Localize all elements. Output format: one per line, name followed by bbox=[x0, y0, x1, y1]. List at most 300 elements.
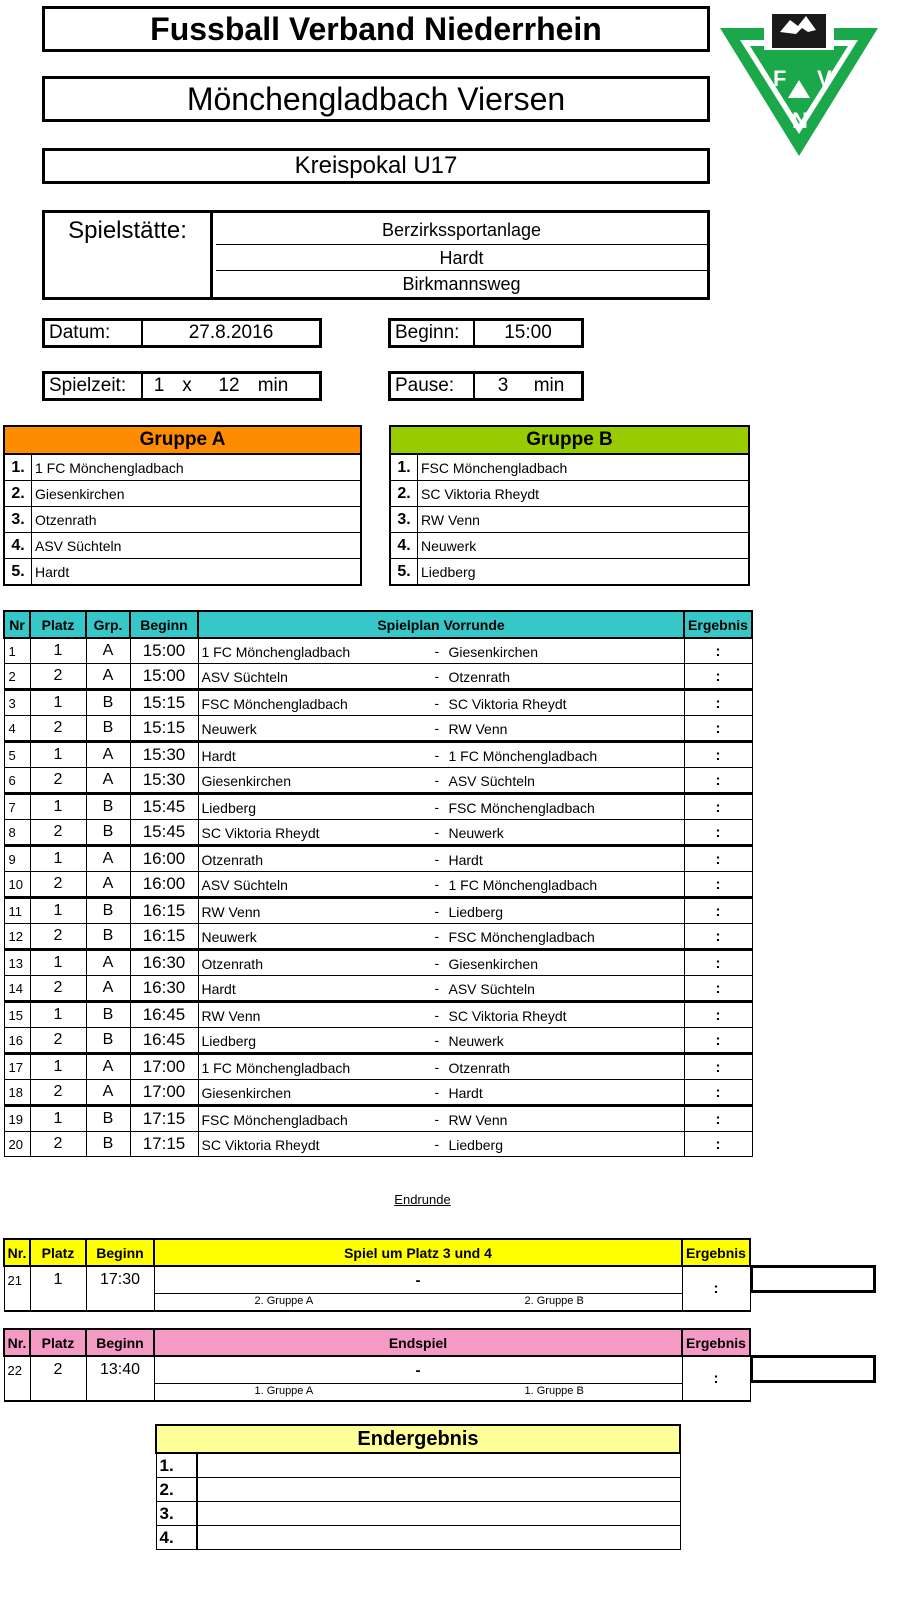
fvn-crest-icon bbox=[718, 6, 880, 158]
match-result: : bbox=[684, 1028, 752, 1054]
pause-label: Pause: bbox=[391, 374, 475, 398]
group-team-row bbox=[391, 481, 748, 507]
match-time: 17:15 bbox=[130, 1132, 198, 1157]
match-result: : bbox=[684, 950, 752, 976]
match-platz: 1 bbox=[30, 1054, 86, 1080]
match-pairing bbox=[198, 820, 684, 846]
venue-line-1: Berzirkssportanlage bbox=[216, 213, 707, 245]
match-group: A bbox=[86, 846, 130, 872]
group-team-rank: 5. bbox=[5, 559, 32, 584]
endspiel-col-platz: Platz bbox=[30, 1329, 86, 1356]
match-time: 16:30 bbox=[130, 950, 198, 976]
match-nr: 1 bbox=[4, 638, 30, 664]
group-team-name: FSC Mönchengladbach bbox=[421, 460, 568, 476]
group-team-rank: 4. bbox=[5, 533, 32, 558]
schedule-row bbox=[4, 1080, 752, 1106]
match-nr: 5 bbox=[4, 742, 30, 768]
match-dash: - bbox=[434, 980, 440, 996]
match-time: 16:30 bbox=[130, 976, 198, 1002]
match-time: 16:45 bbox=[130, 1028, 198, 1054]
final-time: 17:30 bbox=[86, 1266, 154, 1311]
match-time: 16:15 bbox=[130, 924, 198, 950]
match-dash: - bbox=[434, 1084, 440, 1100]
playtime-unit: min bbox=[257, 375, 289, 396]
endspiel-col-beginn: Beginn bbox=[86, 1329, 154, 1356]
group-team-name: SC Viktoria Rheydt bbox=[421, 486, 540, 502]
match-group: A bbox=[86, 976, 130, 1002]
endergebnis-place: 2. bbox=[156, 1478, 197, 1502]
match-result: : bbox=[684, 1080, 752, 1106]
match-pairing bbox=[198, 716, 684, 742]
match-away-team: Otzenrath bbox=[448, 669, 510, 685]
match-result: : bbox=[684, 976, 752, 1002]
match-dash: - bbox=[434, 1136, 440, 1152]
match-dash: - bbox=[434, 955, 440, 971]
group-team-row bbox=[391, 533, 748, 559]
col-ergebnis: Ergebnis bbox=[684, 611, 752, 638]
match-pairing bbox=[198, 898, 684, 924]
match-home-team: Giesenkirchen bbox=[201, 1085, 291, 1101]
final-col-platz: Platz bbox=[30, 1239, 86, 1266]
match-time: 16:00 bbox=[130, 846, 198, 872]
schedule-row bbox=[4, 872, 752, 898]
match-time: 17:00 bbox=[130, 1080, 198, 1106]
schedule-row bbox=[4, 1002, 752, 1028]
endspiel-result: : bbox=[682, 1356, 750, 1401]
group-team-rank: 1. bbox=[391, 455, 418, 480]
match-pairing bbox=[198, 1002, 684, 1028]
match-pairing bbox=[198, 768, 684, 794]
match-nr: 20 bbox=[4, 1132, 30, 1157]
match-home-team: 1 FC Mönchengladbach bbox=[201, 1060, 351, 1076]
match-dash: - bbox=[434, 1111, 440, 1127]
match-nr: 8 bbox=[4, 820, 30, 846]
match-platz: 2 bbox=[30, 820, 86, 846]
match-nr: 16 bbox=[4, 1028, 30, 1054]
match-away-team: SC Viktoria Rheydt bbox=[448, 1008, 567, 1024]
match-result: : bbox=[684, 898, 752, 924]
playtime-count: 1 bbox=[153, 375, 165, 396]
final-platz: 1 bbox=[30, 1266, 86, 1311]
schedule-row bbox=[4, 664, 752, 690]
group-team-rank: 2. bbox=[5, 481, 32, 506]
match-group: A bbox=[86, 1080, 130, 1106]
group-team-name: ASV Süchteln bbox=[35, 538, 122, 554]
final-home: 2. Gruppe A bbox=[254, 1295, 314, 1307]
match-platz: 1 bbox=[30, 794, 86, 820]
match-pairing bbox=[198, 924, 684, 950]
final-result: : bbox=[682, 1266, 750, 1311]
match-dash: - bbox=[434, 876, 440, 892]
match-pairing bbox=[198, 950, 684, 976]
logo-letter-n: N bbox=[792, 108, 808, 133]
match-dash: - bbox=[434, 1007, 440, 1023]
match-away-team: Hardt bbox=[448, 852, 483, 868]
group-a-table bbox=[3, 425, 362, 586]
match-pairing bbox=[198, 1054, 684, 1080]
group-team-name: Otzenrath bbox=[35, 512, 97, 528]
match-platz: 1 bbox=[30, 742, 86, 768]
endspiel-col-nr: Nr. bbox=[4, 1329, 30, 1356]
match-home-team: Neuwerk bbox=[201, 721, 257, 737]
match-dash: - bbox=[434, 851, 440, 867]
match-dash: - bbox=[434, 903, 440, 919]
match-group: B bbox=[86, 1106, 130, 1132]
group-team-row bbox=[5, 481, 360, 507]
group-team-rank: 3. bbox=[5, 507, 32, 532]
match-away-team: Otzenrath bbox=[448, 1060, 510, 1076]
match-dash: - bbox=[434, 1059, 440, 1075]
match-nr: 2 bbox=[4, 664, 30, 690]
logo-letter-v: V bbox=[817, 66, 832, 91]
final-table bbox=[3, 1328, 751, 1402]
group-team-name: 1 FC Mönchengladbach bbox=[35, 460, 184, 476]
match-group: A bbox=[86, 950, 130, 976]
playtime-minutes: 12 bbox=[218, 375, 240, 396]
match-nr: 10 bbox=[4, 872, 30, 898]
group-a-header: Gruppe A bbox=[5, 427, 360, 455]
match-time: 16:15 bbox=[130, 898, 198, 924]
match-pairing bbox=[198, 872, 684, 898]
match-platz: 2 bbox=[30, 924, 86, 950]
match-home-team: FSC Mönchengladbach bbox=[201, 696, 348, 712]
final-col-ergebnis: Ergebnis bbox=[682, 1239, 750, 1266]
match-away-team: SC Viktoria Rheydt bbox=[448, 696, 567, 712]
group-team-name: Neuwerk bbox=[421, 538, 477, 554]
endspiel-col-ergebnis: Ergebnis bbox=[682, 1329, 750, 1356]
match-away-team: Giesenkirchen bbox=[448, 644, 538, 660]
start-label: Beginn: bbox=[391, 321, 475, 345]
match-nr: 9 bbox=[4, 846, 30, 872]
endergebnis-place: 3. bbox=[156, 1502, 197, 1526]
match-time: 15:45 bbox=[130, 794, 198, 820]
match-pairing bbox=[198, 1028, 684, 1054]
match-pairing bbox=[198, 664, 684, 690]
endrunde-link[interactable]: Endrunde bbox=[394, 1192, 451, 1207]
date-box bbox=[42, 318, 322, 348]
match-home-team: RW Venn bbox=[201, 904, 261, 920]
match-platz: 1 bbox=[30, 898, 86, 924]
match-result: : bbox=[684, 872, 752, 898]
match-home-team: ASV Süchteln bbox=[201, 669, 288, 685]
match-home-team: Hardt bbox=[201, 748, 236, 764]
match-group: A bbox=[86, 768, 130, 794]
match-nr: 7 bbox=[4, 794, 30, 820]
pause-box bbox=[388, 371, 584, 401]
match-platz: 2 bbox=[30, 1028, 86, 1054]
endergebnis-table bbox=[155, 1424, 681, 1550]
match-dash: - bbox=[434, 772, 440, 788]
playtime-label: Spielzeit: bbox=[45, 374, 143, 398]
match-away-team: 1 FC Mönchengladbach bbox=[448, 748, 598, 764]
match-pairing bbox=[198, 742, 684, 768]
group-team-row bbox=[391, 455, 748, 481]
endspiel-home: 1. Gruppe A bbox=[254, 1385, 314, 1397]
match-group: A bbox=[86, 1054, 130, 1080]
col-beginn: Beginn bbox=[130, 611, 198, 638]
group-team-rank: 4. bbox=[391, 533, 418, 558]
match-nr: 3 bbox=[4, 690, 30, 716]
start-box bbox=[388, 318, 584, 348]
match-nr: 12 bbox=[4, 924, 30, 950]
playtime-box bbox=[42, 371, 322, 401]
group-team-row bbox=[5, 455, 360, 481]
match-result: : bbox=[684, 1002, 752, 1028]
match-group: B bbox=[86, 690, 130, 716]
group-team-row bbox=[391, 507, 748, 533]
venue-box bbox=[42, 210, 710, 300]
match-pairing bbox=[198, 846, 684, 872]
final-nr: 21 bbox=[4, 1266, 30, 1311]
col-spielplan: Spielplan Vorrunde bbox=[198, 611, 684, 638]
date-value: 27.8.2016 bbox=[188, 322, 274, 343]
match-group: B bbox=[86, 1132, 130, 1157]
match-home-team: SC Viktoria Rheydt bbox=[201, 1137, 320, 1153]
match-result: : bbox=[684, 1106, 752, 1132]
match-away-team: Neuwerk bbox=[448, 825, 504, 841]
match-platz: 2 bbox=[30, 664, 86, 690]
match-away-team: ASV Süchteln bbox=[448, 981, 535, 997]
group-team-row bbox=[5, 559, 360, 584]
match-nr: 17 bbox=[4, 1054, 30, 1080]
schedule-row bbox=[4, 976, 752, 1002]
match-group: A bbox=[86, 638, 130, 664]
match-platz: 2 bbox=[30, 1132, 86, 1157]
match-dash: - bbox=[434, 720, 440, 736]
match-time: 15:45 bbox=[130, 820, 198, 846]
endspiel-teams bbox=[154, 1384, 682, 1402]
endergebnis-title: Endergebnis bbox=[156, 1425, 680, 1453]
final-col-beginn: Beginn bbox=[86, 1239, 154, 1266]
group-team-name: Liedberg bbox=[421, 564, 476, 580]
match-dash: - bbox=[434, 1032, 440, 1048]
match-dash: - bbox=[434, 799, 440, 815]
match-time: 16:00 bbox=[130, 872, 198, 898]
endspiel-nr: 22 bbox=[4, 1356, 30, 1401]
match-time: 15:15 bbox=[130, 716, 198, 742]
match-home-team: RW Venn bbox=[201, 1008, 261, 1024]
schedule-row bbox=[4, 950, 752, 976]
match-result: : bbox=[684, 1132, 752, 1157]
match-home-team: Otzenrath bbox=[201, 852, 263, 868]
match-nr: 15 bbox=[4, 1002, 30, 1028]
match-platz: 1 bbox=[30, 1002, 86, 1028]
match-platz: 1 bbox=[30, 638, 86, 664]
schedule-row bbox=[4, 768, 752, 794]
pause-minutes: 3 bbox=[497, 375, 509, 396]
match-nr: 13 bbox=[4, 950, 30, 976]
venue-line-3: Birkmannsweg bbox=[402, 274, 521, 294]
group-team-row bbox=[5, 507, 360, 533]
match-result: : bbox=[684, 716, 752, 742]
match-platz: 2 bbox=[30, 872, 86, 898]
group-team-rank: 1. bbox=[5, 455, 32, 480]
match-platz: 1 bbox=[30, 950, 86, 976]
schedule-table bbox=[3, 610, 753, 1157]
schedule-row bbox=[4, 638, 752, 664]
match-home-team: Liedberg bbox=[201, 1033, 256, 1049]
match-away-team: Liedberg bbox=[448, 1137, 503, 1153]
match-nr: 18 bbox=[4, 1080, 30, 1106]
match-pairing bbox=[198, 638, 684, 664]
match-time: 15:30 bbox=[130, 742, 198, 768]
match-group: A bbox=[86, 742, 130, 768]
match-pairing bbox=[198, 690, 684, 716]
col-grp: Grp. bbox=[86, 611, 130, 638]
endergebnis-team bbox=[197, 1478, 681, 1502]
endspiel-dash: - bbox=[154, 1356, 682, 1384]
match-dash: - bbox=[434, 695, 440, 711]
match-away-team: ASV Süchteln bbox=[448, 773, 535, 789]
match-home-team: Liedberg bbox=[201, 800, 256, 816]
match-platz: 1 bbox=[30, 1106, 86, 1132]
match-platz: 2 bbox=[30, 768, 86, 794]
match-result: : bbox=[684, 820, 752, 846]
schedule-row bbox=[4, 1028, 752, 1054]
match-home-team: Neuwerk bbox=[201, 929, 257, 945]
match-dash: - bbox=[434, 668, 440, 684]
match-result: : bbox=[684, 742, 752, 768]
match-dash: - bbox=[434, 747, 440, 763]
group-team-rank: 5. bbox=[391, 559, 418, 584]
match-platz: 1 bbox=[30, 846, 86, 872]
third-place-table bbox=[3, 1238, 751, 1312]
match-home-team: 1 FC Mönchengladbach bbox=[201, 644, 351, 660]
match-group: A bbox=[86, 664, 130, 690]
match-home-team: Giesenkirchen bbox=[201, 773, 291, 789]
match-result: : bbox=[684, 924, 752, 950]
match-dash: - bbox=[434, 928, 440, 944]
endspiel-platz: 2 bbox=[30, 1356, 86, 1401]
match-away-team: RW Venn bbox=[448, 721, 508, 737]
endergebnis-place: 4. bbox=[156, 1526, 197, 1550]
endergebnis-team bbox=[197, 1502, 681, 1526]
group-b-table bbox=[389, 425, 750, 586]
schedule-row bbox=[4, 794, 752, 820]
schedule-row bbox=[4, 898, 752, 924]
match-away-team: FSC Mönchengladbach bbox=[448, 800, 595, 816]
match-dash: - bbox=[434, 643, 440, 659]
logo-letter-f: F bbox=[773, 66, 787, 91]
group-team-name: Giesenkirchen bbox=[35, 486, 125, 502]
endspiel-time: 13:40 bbox=[86, 1356, 154, 1401]
match-time: 17:00 bbox=[130, 1054, 198, 1080]
schedule-row bbox=[4, 716, 752, 742]
match-dash: - bbox=[434, 824, 440, 840]
schedule-row bbox=[4, 690, 752, 716]
endspiel-col-title: Endspiel bbox=[154, 1329, 682, 1356]
group-team-row bbox=[5, 533, 360, 559]
match-nr: 4 bbox=[4, 716, 30, 742]
final-extra-cell bbox=[750, 1355, 876, 1383]
endergebnis-team bbox=[197, 1453, 681, 1478]
col-platz: Platz bbox=[30, 611, 86, 638]
final-col-title: Spiel um Platz 3 und 4 bbox=[154, 1239, 682, 1266]
match-away-team: 1 FC Mönchengladbach bbox=[448, 877, 598, 893]
match-platz: 2 bbox=[30, 1080, 86, 1106]
date-label: Datum: bbox=[45, 321, 143, 345]
match-away-team: Hardt bbox=[448, 1085, 483, 1101]
venue-label: Spielstätte: bbox=[45, 213, 213, 297]
match-result: : bbox=[684, 794, 752, 820]
match-nr: 6 bbox=[4, 768, 30, 794]
match-away-team: RW Venn bbox=[448, 1112, 508, 1128]
endergebnis-place: 1. bbox=[156, 1453, 197, 1478]
match-away-team: Neuwerk bbox=[448, 1033, 504, 1049]
endergebnis-team bbox=[197, 1526, 681, 1550]
group-b-header: Gruppe B bbox=[391, 427, 748, 455]
group-team-rank: 2. bbox=[391, 481, 418, 506]
match-pairing bbox=[198, 794, 684, 820]
match-result: : bbox=[684, 846, 752, 872]
match-home-team: FSC Mönchengladbach bbox=[201, 1112, 348, 1128]
third-place-extra-cell bbox=[750, 1265, 876, 1293]
group-team-rank: 3. bbox=[391, 507, 418, 532]
region-title: Mönchengladbach Viersen bbox=[42, 76, 710, 122]
match-group: B bbox=[86, 1002, 130, 1028]
group-team-row bbox=[391, 559, 748, 584]
competition-title: Kreispokal U17 bbox=[42, 148, 710, 184]
match-group: B bbox=[86, 898, 130, 924]
match-home-team: SC Viktoria Rheydt bbox=[201, 825, 320, 841]
endspiel-away: 1. Gruppe B bbox=[524, 1385, 584, 1397]
match-pairing bbox=[198, 976, 684, 1002]
match-nr: 11 bbox=[4, 898, 30, 924]
match-away-team: Giesenkirchen bbox=[448, 956, 538, 972]
match-pairing bbox=[198, 1132, 684, 1157]
match-group: B bbox=[86, 1028, 130, 1054]
match-pairing bbox=[198, 1080, 684, 1106]
final-col-nr: Nr. bbox=[4, 1239, 30, 1266]
match-nr: 19 bbox=[4, 1106, 30, 1132]
schedule-row bbox=[4, 1106, 752, 1132]
match-time: 15:00 bbox=[130, 638, 198, 664]
match-time: 15:00 bbox=[130, 664, 198, 690]
match-nr: 14 bbox=[4, 976, 30, 1002]
match-time: 16:45 bbox=[130, 1002, 198, 1028]
match-group: B bbox=[86, 794, 130, 820]
match-result: : bbox=[684, 768, 752, 794]
start-value: 15:00 bbox=[504, 322, 552, 343]
venue-line-2: Hardt bbox=[216, 245, 707, 271]
final-teams bbox=[154, 1294, 682, 1312]
match-away-team: FSC Mönchengladbach bbox=[448, 929, 595, 945]
schedule-row bbox=[4, 846, 752, 872]
match-result: : bbox=[684, 638, 752, 664]
match-time: 17:15 bbox=[130, 1106, 198, 1132]
match-away-team: Liedberg bbox=[448, 904, 503, 920]
match-group: B bbox=[86, 716, 130, 742]
match-time: 15:30 bbox=[130, 768, 198, 794]
schedule-row bbox=[4, 820, 752, 846]
schedule-row bbox=[4, 1132, 752, 1157]
match-group: A bbox=[86, 872, 130, 898]
pause-unit: min bbox=[533, 375, 565, 396]
match-group: B bbox=[86, 820, 130, 846]
schedule-row bbox=[4, 1054, 752, 1080]
match-platz: 1 bbox=[30, 690, 86, 716]
match-platz: 2 bbox=[30, 716, 86, 742]
match-home-team: Otzenrath bbox=[201, 956, 263, 972]
match-group: B bbox=[86, 924, 130, 950]
match-home-team: ASV Süchteln bbox=[201, 877, 288, 893]
final-dash: - bbox=[154, 1266, 682, 1294]
match-result: : bbox=[684, 690, 752, 716]
group-team-name: RW Venn bbox=[421, 512, 480, 528]
playtime-x: x bbox=[182, 375, 192, 396]
col-nr: Nr bbox=[4, 611, 30, 638]
match-home-team: Hardt bbox=[201, 981, 236, 997]
